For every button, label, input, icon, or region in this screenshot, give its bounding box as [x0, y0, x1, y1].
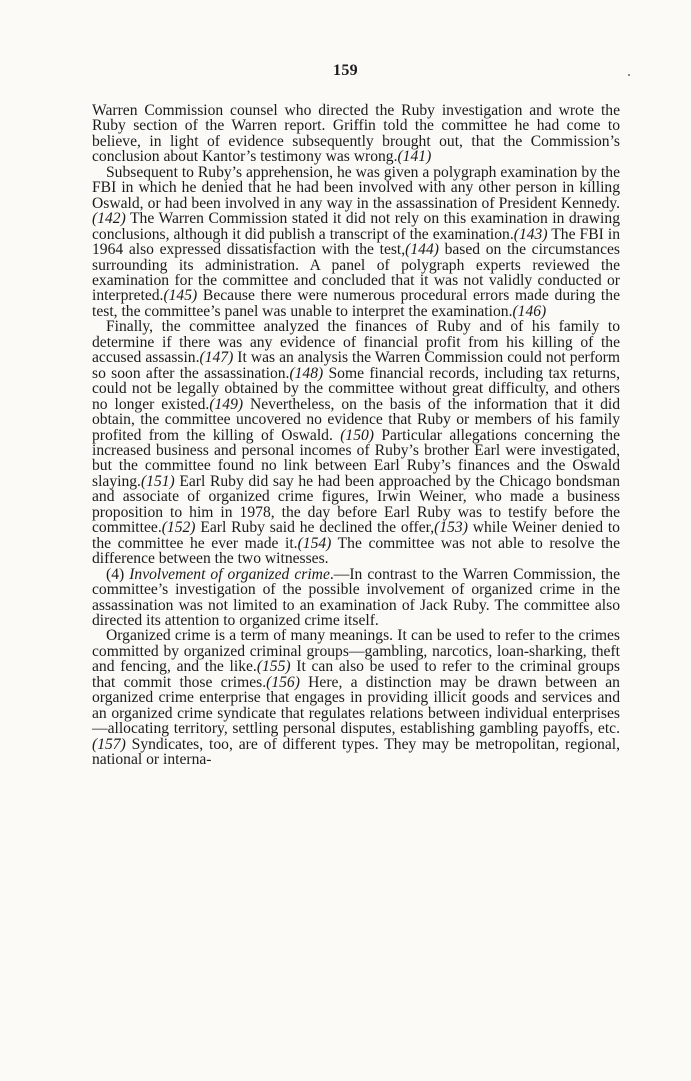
footnote-reference: (148): [289, 364, 324, 382]
footnote-reference: (145): [163, 287, 198, 305]
text-run: It was an analysis the Warren Commission could not perform so soon after the assassination.: [92, 349, 620, 382]
text-run: Earl Ruby did say he had been approached by the Chicago bondsman and associate of organized crime figures, Irwin Weiner, who made a business proposition to him in 1978, the day before Earl Ruby was to testify before the committee.: [92, 472, 620, 537]
text-run: (4): [106, 565, 130, 583]
text-run: The Warren Commission stated it did not rely on this examination in drawing conclusions, although it did publish a transcript of the examination.: [92, 210, 620, 243]
text-run: Particular allegations concerning the increased business and personal incomes of Ruby’s brother Earl were investigated, but the committee found no link between Earl Ruby’s finances and the Oswald slaying.: [92, 426, 620, 490]
text-run: based on the circumstances surrounding its administration. A panel of polygraph experts reviewed the examination for the committee and concluded that it was not validly conducted or interpreted.: [92, 241, 620, 305]
footnote-reference: (157): [92, 735, 126, 753]
footnote-reference: (151): [140, 472, 175, 490]
paragraph: [92, 165, 620, 320]
footnote-reference: (146): [512, 302, 547, 320]
text-run: Here, a distinction may be drawn between an organized crime enterprise that engages in providing illicit goods and services and an organized crime syndicate that regulates relations between individual enterprises—allocating territory, settling personal disputes, establishing gambling payoffs, etc.: [92, 673, 620, 738]
text-run: Some financial records, including tax returns, could not be legally obtained by the committee without great difficulty, and others no longer existed.: [92, 364, 620, 413]
paragraph: [92, 567, 620, 629]
text-run: Because there were numerous procedural errors made during the test, the committee’s panel was unable to interpret the examination.: [92, 287, 620, 320]
page-number: 159: [333, 62, 358, 79]
text-run: It can also be used to refer to the criminal groups that commit those crimes.: [92, 658, 620, 691]
text-run: The committee was not able to resolve the difference between the two witnesses.: [92, 534, 621, 568]
text-run: Organized crime is a term of many meanings. It can be used to refer to the crimes committed by organized criminal groups—gambling, narcotics, loan-sharking, theft and fencing, and the like.: [92, 627, 620, 676]
footnote-reference: (149): [209, 395, 244, 413]
footnote-reference: (153): [434, 519, 468, 537]
text-run: The FBI in 1964 also expressed dissatisfaction with the test,: [92, 225, 620, 259]
footnote-reference: (144): [405, 241, 439, 259]
text-run: Finally, the committee analyzed the finances of Ruby and of his family to determine if there was any evidence of financial profit from his killing of the accused assassin.: [92, 318, 620, 367]
footnote-reference: (143): [513, 225, 548, 243]
text-run: .—In contrast to the Warren Commission, the committee’s investigation of the possible involvement of organized crime in the assassination was not limited to an examination of Jack Ruby. The committee also directed its attention to organized crime itself.: [92, 565, 620, 629]
footnote-reference: (147): [199, 349, 234, 367]
scan-speck: [628, 74, 630, 76]
footnote-reference: (155): [256, 658, 291, 676]
footnote-reference: (141): [397, 148, 432, 166]
body-text: [92, 103, 620, 767]
text-run: Warren Commission counsel who directed the Ruby investigation and wrote the Ruby section of the Warren report. Griffin told the committee he had come to believe, in light of evidence subsequently brought out, that the Commission’s conclusion about Kantor’s testimony was wrong.: [92, 102, 620, 166]
footnote-reference: (150): [340, 426, 374, 444]
footnote-reference: (154): [297, 534, 332, 552]
text-run: Subsequent to Ruby’s apprehension, he was given a polygraph examination by the FBI in which he denied that he had been involved with any other person in killing Oswald, or had been involved in any way in the assassination of President Kennedy.: [92, 163, 620, 212]
footnote-reference: (152): [161, 519, 196, 537]
footnote-reference: (156): [266, 673, 300, 691]
paragraph: [92, 103, 620, 165]
paragraph: [92, 319, 620, 566]
footnote-reference: (142): [92, 210, 126, 228]
paragraph: [92, 628, 620, 767]
text-run: Earl Ruby said he declined the offer,: [195, 519, 435, 537]
section-heading: Involvement of organized crime: [129, 565, 330, 583]
text-run: while Weiner denied to the committee he ever made it.: [92, 519, 620, 552]
text-run: Syndicates, too, are of different types. They may be metropolitan, regional, national or interna-: [92, 735, 620, 769]
text-run: Nevertheless, on the basis of the information that it did obtain, the committee uncovered no evidence that Ruby or members of his family profited from the killing of Oswald.: [92, 395, 621, 444]
